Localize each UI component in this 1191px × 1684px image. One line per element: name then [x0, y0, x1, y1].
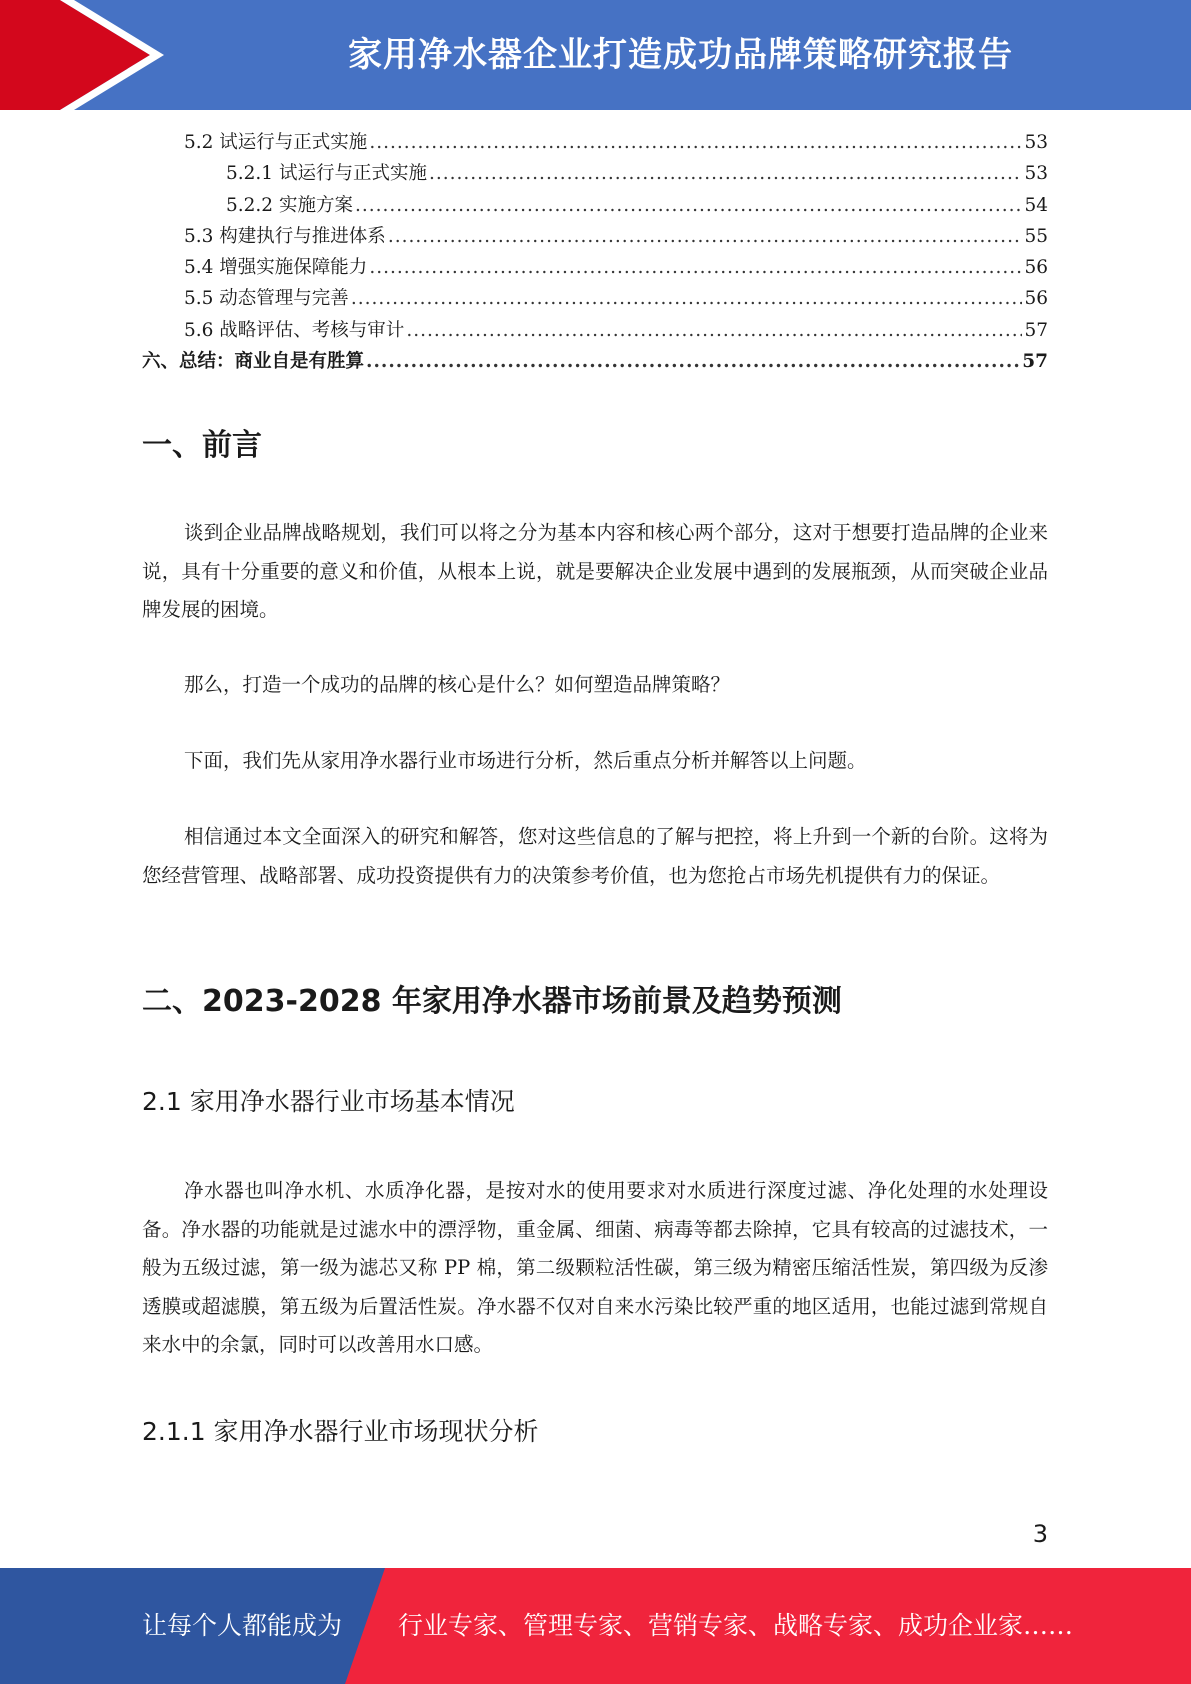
toc-entry-label: 5.3 构建执行与推进体系: [184, 225, 386, 247]
preface-paragraph-3: 下面，我们先从家用净水器行业市场进行分析，然后重点分析并解答以上问题。: [184, 749, 867, 772]
toc-leader-dots: [406, 320, 1022, 341]
footer-slogan-left: 让每个人都能成为: [142, 1611, 343, 1640]
toc-entry-label: 5.2.1 试运行与正式实施: [226, 163, 427, 185]
toc-entry-page: 56: [1024, 257, 1048, 279]
footer-slogan-right: 行业专家、管理专家、营销专家、战略专家、成功企业家……: [398, 1611, 1074, 1640]
toc-entry-page: 53: [1024, 163, 1048, 185]
toc-entry[interactable]: [142, 191, 1048, 222]
toc-entry-page: 56: [1024, 288, 1048, 310]
toc-leader-dots: [351, 288, 1023, 309]
heading-market-status: 2.1.1 家用净水器行业市场现状分析: [142, 1417, 539, 1446]
toc-entry[interactable]: [142, 128, 1048, 159]
toc-leader-dots: [369, 132, 1022, 153]
toc-entry-label: 六、总结：商业自是有胜算: [142, 351, 365, 373]
toc-entry-page: 54: [1024, 194, 1048, 216]
heading-market-basics: 2.1 家用净水器行业市场基本情况: [142, 1087, 515, 1116]
toc-leader-dots: [388, 226, 1023, 247]
toc-leader-dots: [366, 351, 1020, 372]
toc-entry[interactable]: [142, 159, 1048, 190]
toc-entry-page: 57: [1024, 319, 1048, 341]
toc-entry-label: 5.2 试运行与正式实施: [184, 132, 368, 153]
preface-paragraph-4: 相信通过本文全面深入的研究和解答，您对这些信息的了解与把控，将上升到一个新的台阶。这将为您经营管理、战略部署、成功投资提供有力的决策参考价值，也为您抢占市场先机提供有力的保证。: [142, 825, 1048, 887]
table-of-contents: [142, 128, 1048, 378]
toc-entry-page: 57: [1022, 351, 1048, 373]
toc-entry[interactable]: [142, 253, 1048, 284]
toc-entry[interactable]: [142, 316, 1048, 347]
heading-preface: 一、前言: [142, 428, 262, 463]
toc-leader-dots: [429, 163, 1022, 184]
market-basics-paragraph: 净水器也叫净水机、水质净化器，是按对水的使用要求对水质进行深度过滤、净化处理的水处理设备。净水器的功能就是过滤水中的漂浮物，重金属、细菌、病毒等都去除掉，它具有较高的过滤技术，一般为五级过滤，第一级为滤芯又称 PP 棉，第二级颗粒活性碳，第三级为精密压缩活性炭，第四级为反渗透膜或超滤膜，第五级为后置活性炭。净水器不仅对自来水污染比较严重的地区适用，也能过滤到常规自来水中的余氯，同时可以改善用水口感。: [142, 1179, 1048, 1356]
toc-entry[interactable]: [142, 284, 1048, 315]
preface-paragraph-1: 谈到企业品牌战略规划，我们可以将之分为基本内容和核心两个部分，这对于想要打造品牌的企业来说，具有十分重要的意义和价值，从根本上说，就是要解决企业发展中遇到的发展瓶颈，从而突破企业品牌发展的困境。: [142, 521, 1048, 621]
toc-entry-page: 53: [1024, 132, 1048, 153]
heading-market-forecast: 二、2023-2028 年家用净水器市场前景及趋势预测: [142, 984, 842, 1019]
preface-paragraph-2: 那么，打造一个成功的品牌的核心是什么？如何塑造品牌策略？: [184, 673, 731, 696]
report-title: 家用净水器企业打造成功品牌策略研究报告: [348, 35, 1013, 75]
toc-entry-page: 55: [1024, 225, 1048, 247]
toc-leader-dots: [355, 195, 1023, 216]
header-arrow-decoration: [0, 0, 180, 110]
toc-entry[interactable]: [142, 347, 1048, 378]
toc-entry-label: 5.2.2 实施方案: [226, 194, 353, 216]
toc-entry-label: 5.5 动态管理与完善: [184, 288, 349, 310]
page-header: [0, 0, 1191, 110]
toc-leader-dots: [369, 257, 1022, 278]
toc-entry[interactable]: [142, 222, 1048, 253]
page-number: 3: [1032, 1520, 1048, 1548]
toc-entry-label: 5.4 增强实施保障能力: [184, 257, 368, 279]
page-footer: [0, 1568, 1191, 1684]
toc-entry-label: 5.6 战略评估、考核与审计: [184, 319, 405, 341]
